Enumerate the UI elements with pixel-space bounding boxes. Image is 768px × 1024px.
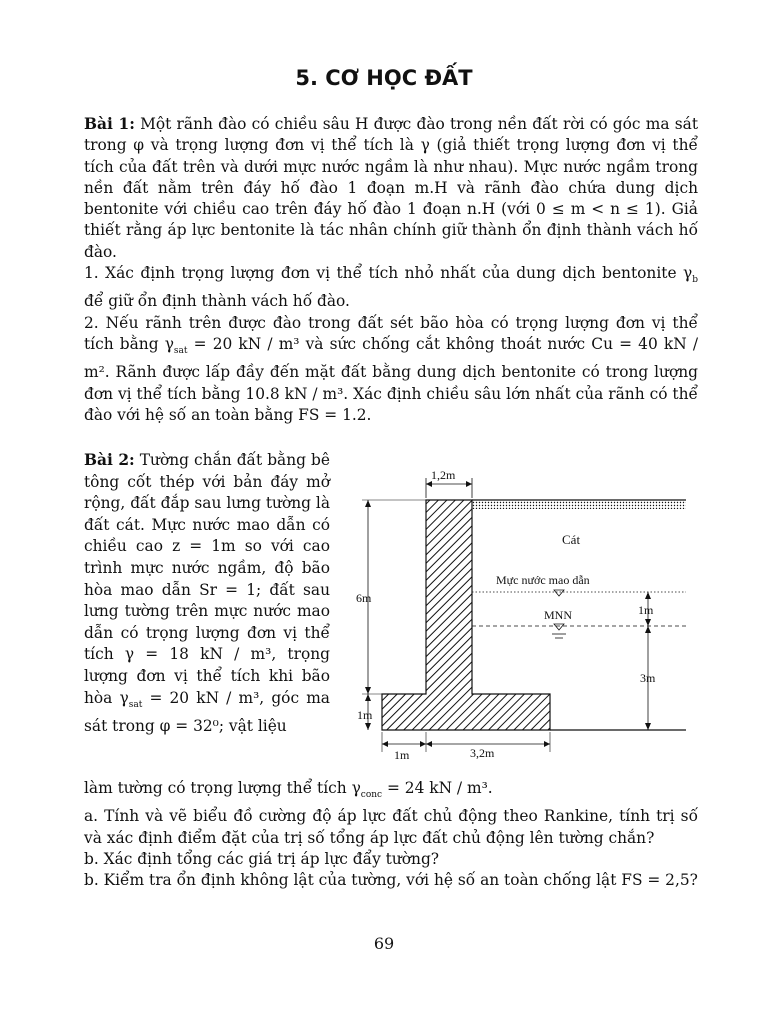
soil-label: Cát bbox=[562, 532, 581, 547]
question-b1: b. Xác định tổng các giá trị áp lực đẩy tường? bbox=[84, 849, 440, 868]
dim-heel-width-label: 3,2m bbox=[470, 746, 495, 760]
retaining-wall-figure bbox=[340, 462, 700, 772]
problem-2-text: Bài 2: Tường chắn đất bằng bê tông cốt thép với bản đáy mở rộng, đất đắp sau lưng tường là đất cát. Mực nước mao dẫn có chiều cao z = 1m so với cao trình mực nước ngầm, độ bão hòa mao dẫn Sr = 1; đất sau lưng tường trên mực nước mao dẫn có trọng lượng đơn vị thể tích γ = 18 kN / m³, trọng lượng đơn vị thể tích khi bão hòa $\gamma_{sat} = 20$ kN / m³, góc ma sát trong φ = 32⁰; vật liệu bbox=[84, 451, 330, 736]
chapter-title: 5. CƠ HỌC ĐẤT bbox=[295, 66, 473, 90]
capillary-marker-icon bbox=[554, 590, 564, 596]
ground-surface bbox=[472, 500, 686, 509]
dim-base-height-label: 1m bbox=[357, 708, 373, 722]
question-a: a. Tính và vẽ biểu đồ cường độ áp lực đất chủ động theo Rankine, tính trị số và xác định điểm đặt của trị số tổng áp lực đất chủ động lên tường chắn? bbox=[84, 807, 698, 847]
problem-2-continued: làm tường có trọng lượng thể tích $\gamma_{conc} = 24$ kN / m³. a. Tính và vẽ biểu đồ cường độ áp lực đất chủ động theo Rankine, tính trị số và xác định điểm đặt của trị số tổng áp lực đất chủ động lên tường chắn? b. Xác định tổng các giá trị áp lực đẩy tường? b. Kiểm tra ổn định không lật của tường, với hệ số an toàn chống lật FS = 2,5? bbox=[84, 778, 698, 892]
question-b2: b. Kiểm tra ổn định không lật của tường, với hệ số an toàn chống lật FS = 2,5? bbox=[84, 871, 698, 890]
dim-capillary-height-label: 1m bbox=[638, 603, 654, 617]
problem-1-label: Bài 1: bbox=[84, 115, 135, 133]
water-table-label: MNN bbox=[544, 608, 573, 622]
problem-2-label: Bài 2: bbox=[84, 451, 135, 469]
water-table-marker-icon bbox=[554, 624, 564, 630]
problem-1-question-2: 2. Nếu rãnh trên được đào trong đất sét bão hòa có trọng lượng đơn vị thể tích bằng $\gamma_{sat} = 20$ kN / m³ và sức chống cắt không thoát nước Cu = 40 kN / m². Rãnh được lấp đầy đến mặt đất bằng dung dịch bentonite có trong lượng đơn vị thể tích bằng 10.8 kN / m³. Xác định chiều sâu lớn nhất của rãnh có thể đào với hệ số an toàn bằng FS = 1.2. bbox=[84, 313, 698, 425]
dim-3m-label: 3m bbox=[640, 671, 656, 685]
problem-1 bbox=[84, 114, 698, 426]
dim-top-label: 1,2m bbox=[431, 468, 456, 482]
dim-toe-width-label: 1m bbox=[394, 748, 410, 762]
problem-1-question-1: 1. Xác định trọng lượng đơn vị thể tích nhỏ nhất của dung dịch bentonite $\gamma_b$ để giữ ổn định thành vách hố đào. bbox=[84, 264, 698, 311]
dim-6m-label: 6m bbox=[356, 591, 372, 605]
page-number: 69 bbox=[373, 934, 395, 953]
capillary-label: Mực nước mao dẫn bbox=[496, 573, 590, 587]
wall-section bbox=[382, 500, 550, 730]
problem-1-intro: Bài 1: Một rãnh đào có chiều sâu H được đào trong nền đất rời có góc ma sát trong φ và trọng lượng đơn vị thể tích là γ (giả thiết trọng lượng đơn vị thể tích của đất trên và dưới mực nước ngầm là như nhau). Mực nước ngầm trong nền đất nằm trên đáy hố đào 1 đoạn m.H và rãnh đào chứa dung dịch bentonite với chiều cao trên đáy hố đào 1 đoạn n.H (với 0 ≤ m < n ≤ 1). Giả thiết rằng áp lực bentonite là tác nhân chính giữ thành ổn định thành vách hố đào. bbox=[84, 115, 698, 261]
